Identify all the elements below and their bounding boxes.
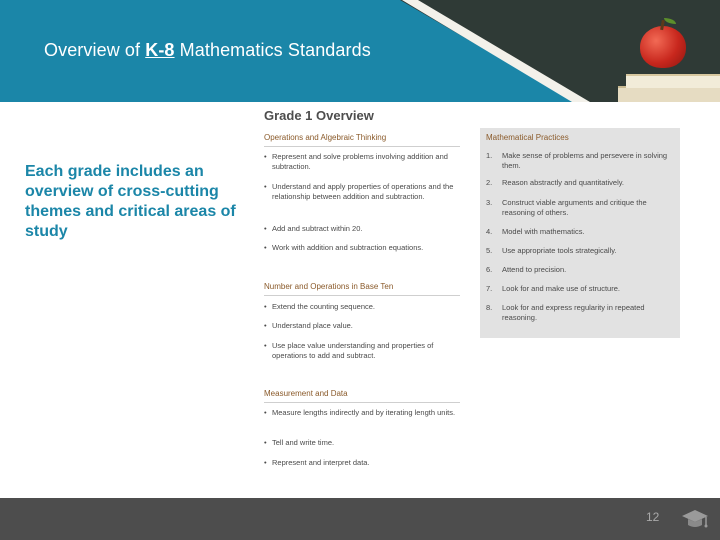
practice-item bbox=[486, 265, 676, 275]
list-item bbox=[264, 458, 464, 468]
practice-item bbox=[486, 284, 676, 294]
slide-header bbox=[0, 0, 720, 102]
slide-title bbox=[44, 40, 371, 61]
practice-text: Model with mathematics. bbox=[502, 227, 585, 236]
practice-item bbox=[486, 151, 676, 171]
practice-item bbox=[486, 246, 676, 256]
practice-text: Attend to precision. bbox=[502, 265, 567, 274]
apple-icon bbox=[640, 26, 686, 68]
list-item bbox=[264, 341, 464, 361]
practice-number: 7. bbox=[486, 284, 493, 293]
slide-footer bbox=[0, 498, 720, 540]
section-divider bbox=[264, 295, 460, 296]
section-heading: Number and Operations in Base Ten bbox=[264, 282, 394, 291]
list-item bbox=[264, 224, 464, 234]
list-item-text: • Add and subtract within 20. bbox=[272, 224, 363, 233]
title-suffix: Mathematics Standards bbox=[174, 40, 371, 60]
practice-text: Use appropriate tools strategically. bbox=[502, 246, 617, 255]
section-divider bbox=[264, 402, 460, 403]
list-item bbox=[264, 321, 464, 331]
section-divider bbox=[264, 146, 460, 147]
book-lower bbox=[618, 86, 720, 102]
practice-item bbox=[486, 198, 676, 218]
list-item-text: • Measure lengths indirectly and by iterating length units. bbox=[272, 408, 456, 417]
practice-number: 5. bbox=[486, 246, 493, 255]
practice-text: Look for and express regularity in repeated reasoning. bbox=[502, 303, 645, 322]
practice-number: 4. bbox=[486, 227, 493, 236]
mathematical-practices-panel bbox=[480, 128, 680, 338]
practice-number: 2. bbox=[486, 178, 493, 187]
list-item bbox=[264, 152, 464, 172]
list-item-text: • Understand place value. bbox=[272, 321, 353, 330]
section-heading: Operations and Algebraic Thinking bbox=[264, 133, 387, 142]
practice-text: Construct viable arguments and critique the reasoning of others. bbox=[502, 198, 647, 217]
list-item bbox=[264, 408, 464, 418]
book-upper bbox=[626, 74, 720, 88]
practice-text: Look for and make use of structure. bbox=[502, 284, 620, 293]
list-item-text: • Represent and solve problems involving addition and subtraction. bbox=[272, 152, 448, 171]
list-item-text: • Represent and interpret data. bbox=[272, 458, 370, 467]
books-image bbox=[618, 74, 720, 100]
title-prefix: Overview of bbox=[44, 40, 146, 60]
practice-number: 3. bbox=[486, 198, 493, 207]
callout-text: Each grade includes an overview of cross-cutting themes and critical areas of study bbox=[25, 163, 236, 240]
list-item bbox=[264, 302, 464, 312]
practice-text: Make sense of problems and persevere in solving them. bbox=[502, 151, 668, 170]
practice-item bbox=[486, 303, 676, 323]
list-item bbox=[264, 438, 464, 448]
section-heading: Measurement and Data bbox=[264, 389, 348, 398]
list-item-text: • Work with addition and subtraction equations. bbox=[272, 243, 424, 252]
list-item-text: • Tell and write time. bbox=[272, 438, 335, 447]
page-number: 12 bbox=[646, 510, 660, 524]
title-grade-range: K-8 bbox=[145, 40, 175, 60]
list-item-text: • Use place value understanding and properties of operations to add and subtract. bbox=[272, 341, 434, 360]
list-item bbox=[264, 182, 464, 202]
practice-number: 8. bbox=[486, 303, 493, 312]
practice-number: 1. bbox=[486, 151, 493, 160]
practice-number: 6. bbox=[486, 265, 493, 274]
practice-text: Reason abstractly and quantitatively. bbox=[502, 178, 625, 187]
list-item-text: • Extend the counting sequence. bbox=[272, 302, 375, 311]
practice-item bbox=[486, 178, 676, 188]
practice-item bbox=[486, 227, 676, 237]
list-item bbox=[264, 243, 464, 253]
list-item-text: • Understand and apply properties of operations and the relationship between addition and subtraction. bbox=[272, 182, 454, 201]
grade-overview-document bbox=[258, 106, 683, 476]
grade-overview-title: Grade 1 Overview bbox=[264, 108, 374, 123]
practices-heading: Mathematical Practices bbox=[486, 133, 569, 142]
graduation-cap-icon bbox=[680, 504, 710, 534]
